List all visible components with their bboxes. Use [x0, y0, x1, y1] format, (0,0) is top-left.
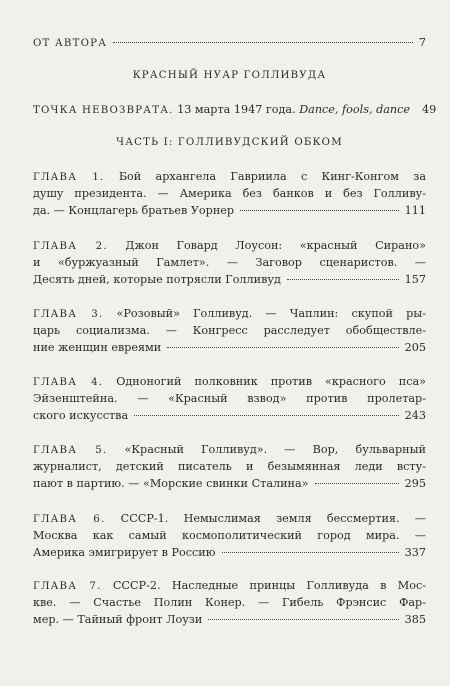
- entry-title: ТОЧКА НЕВОЗВРАТА.: [33, 105, 174, 116]
- dot-leader: [240, 210, 399, 211]
- chapter-number: ГЛАВА 5.: [33, 445, 108, 456]
- chapter-line-1: [33, 512, 426, 527]
- section-heading-red-noir: КРАСНЫЙ НУАР ГОЛЛИВУДА: [132, 70, 327, 81]
- chapter-title-text: СССР-1. Немыслимая земля бессмертия. —: [120, 512, 426, 525]
- chapter-line-1: [33, 443, 426, 458]
- chapter-line-3: [33, 341, 426, 355]
- dot-leader: [222, 552, 399, 553]
- chapter-line-3: [33, 613, 426, 627]
- chapter-line-2: Эйзенштейна. — «Красный взвод» против пролетар-: [33, 392, 426, 405]
- chapter-number: ГЛАВА 3.: [33, 309, 104, 320]
- toc-entry-point-of-no-return[interactable]: [33, 103, 437, 118]
- dot-leader: [134, 415, 399, 416]
- dot-leader: [167, 347, 398, 348]
- chapter-title-text: да. — Концлагерь братьев Уорнер: [33, 204, 235, 217]
- chapter-line-1: [33, 579, 426, 594]
- dot-leader: [315, 483, 399, 484]
- chapter-title-text: Одноногий полковник против «красного пса»: [116, 375, 426, 388]
- page-number: 337: [404, 546, 426, 559]
- chapter-title-text: Джон Говард Лоусон: «красный Сирано»: [125, 239, 426, 252]
- chapter-line-1: [33, 239, 426, 254]
- page-number: 243: [404, 409, 426, 422]
- chapter-line-2: Москва как самый космополитический город мира. —: [33, 529, 426, 542]
- page-number: 7: [418, 36, 426, 49]
- chapter-number: ГЛАВА 7.: [33, 581, 102, 592]
- entry-title: ОТ АВТОРА: [33, 38, 108, 49]
- dot-leader: [208, 619, 398, 620]
- page-number: 205: [404, 341, 426, 354]
- chapter-line-3: [33, 204, 426, 218]
- chapter-title-text: ского искусства: [33, 409, 129, 422]
- chapter-line-2: душу президента. — Америка без банков и без Голливу-: [33, 187, 426, 200]
- chapter-line-3: [33, 273, 426, 287]
- chapter-title-text: «Красный Голливуд». — Вор, бульварный: [124, 443, 426, 456]
- chapter-line-2: царь социализма. — Конгресс расследует обобществле-: [33, 324, 426, 337]
- chapter-line-1: [33, 170, 426, 185]
- chapter-number: ГЛАВА 2.: [33, 241, 108, 252]
- chapter-title-text: «Розовый» Голливуд. — Чаплин: скупой ры-: [116, 307, 426, 320]
- chapter-line-2: кве. — Счастье Полин Конер. — Гибель Фрэнсис Фар-: [33, 596, 426, 609]
- chapter-title-text: мер. — Тайный фронт Лоузи: [33, 613, 203, 626]
- page-number: 49: [422, 103, 437, 116]
- chapter-line-3: [33, 477, 426, 491]
- part-heading: ЧАСТЬ I: ГОЛЛИВУДСКИЙ ОБКОМ: [116, 137, 343, 148]
- chapter-title-text: ние женщин евреями: [33, 341, 162, 354]
- chapter-line-3: [33, 409, 426, 423]
- dot-leader: [113, 42, 413, 43]
- chapter-line-1: [33, 307, 426, 322]
- entry-subtitle: Dance, fools, dance: [299, 103, 410, 116]
- chapter-number: ГЛАВА 4.: [33, 377, 104, 388]
- chapter-line-2: журналист, детский писатель и безымянная леди всту-: [33, 460, 426, 473]
- page-number: 295: [404, 477, 426, 490]
- page-number: 111: [404, 204, 426, 217]
- chapter-line-1: [33, 375, 426, 390]
- toc-entry-author[interactable]: [33, 36, 426, 51]
- chapter-title-text: пают в партию. — «Морские свинки Сталина»: [33, 477, 309, 490]
- chapter-line-3: [33, 546, 426, 560]
- chapter-number: ГЛАВА 6.: [33, 514, 106, 525]
- chapter-title-text: Десять дней, которые потрясли Голливуд: [33, 273, 281, 286]
- entry-date: 13 марта 1947 года.: [177, 103, 296, 116]
- chapter-title-text: Бой архангела Гавриила с Кинг-Конгом за: [118, 170, 426, 183]
- page-number: 385: [404, 613, 426, 626]
- chapter-line-2: и «буржуазный Гамлет». — Заговор сценаристов. —: [33, 256, 426, 269]
- chapter-title-text: СССР-2. Наследные принцы Голливуда в Мос-: [112, 579, 426, 592]
- page-number: 157: [404, 273, 426, 286]
- dot-leader: [287, 279, 399, 280]
- chapter-number: ГЛАВА 1.: [33, 172, 105, 183]
- chapter-title-text: Америка эмигрирует в Россию: [33, 546, 216, 559]
